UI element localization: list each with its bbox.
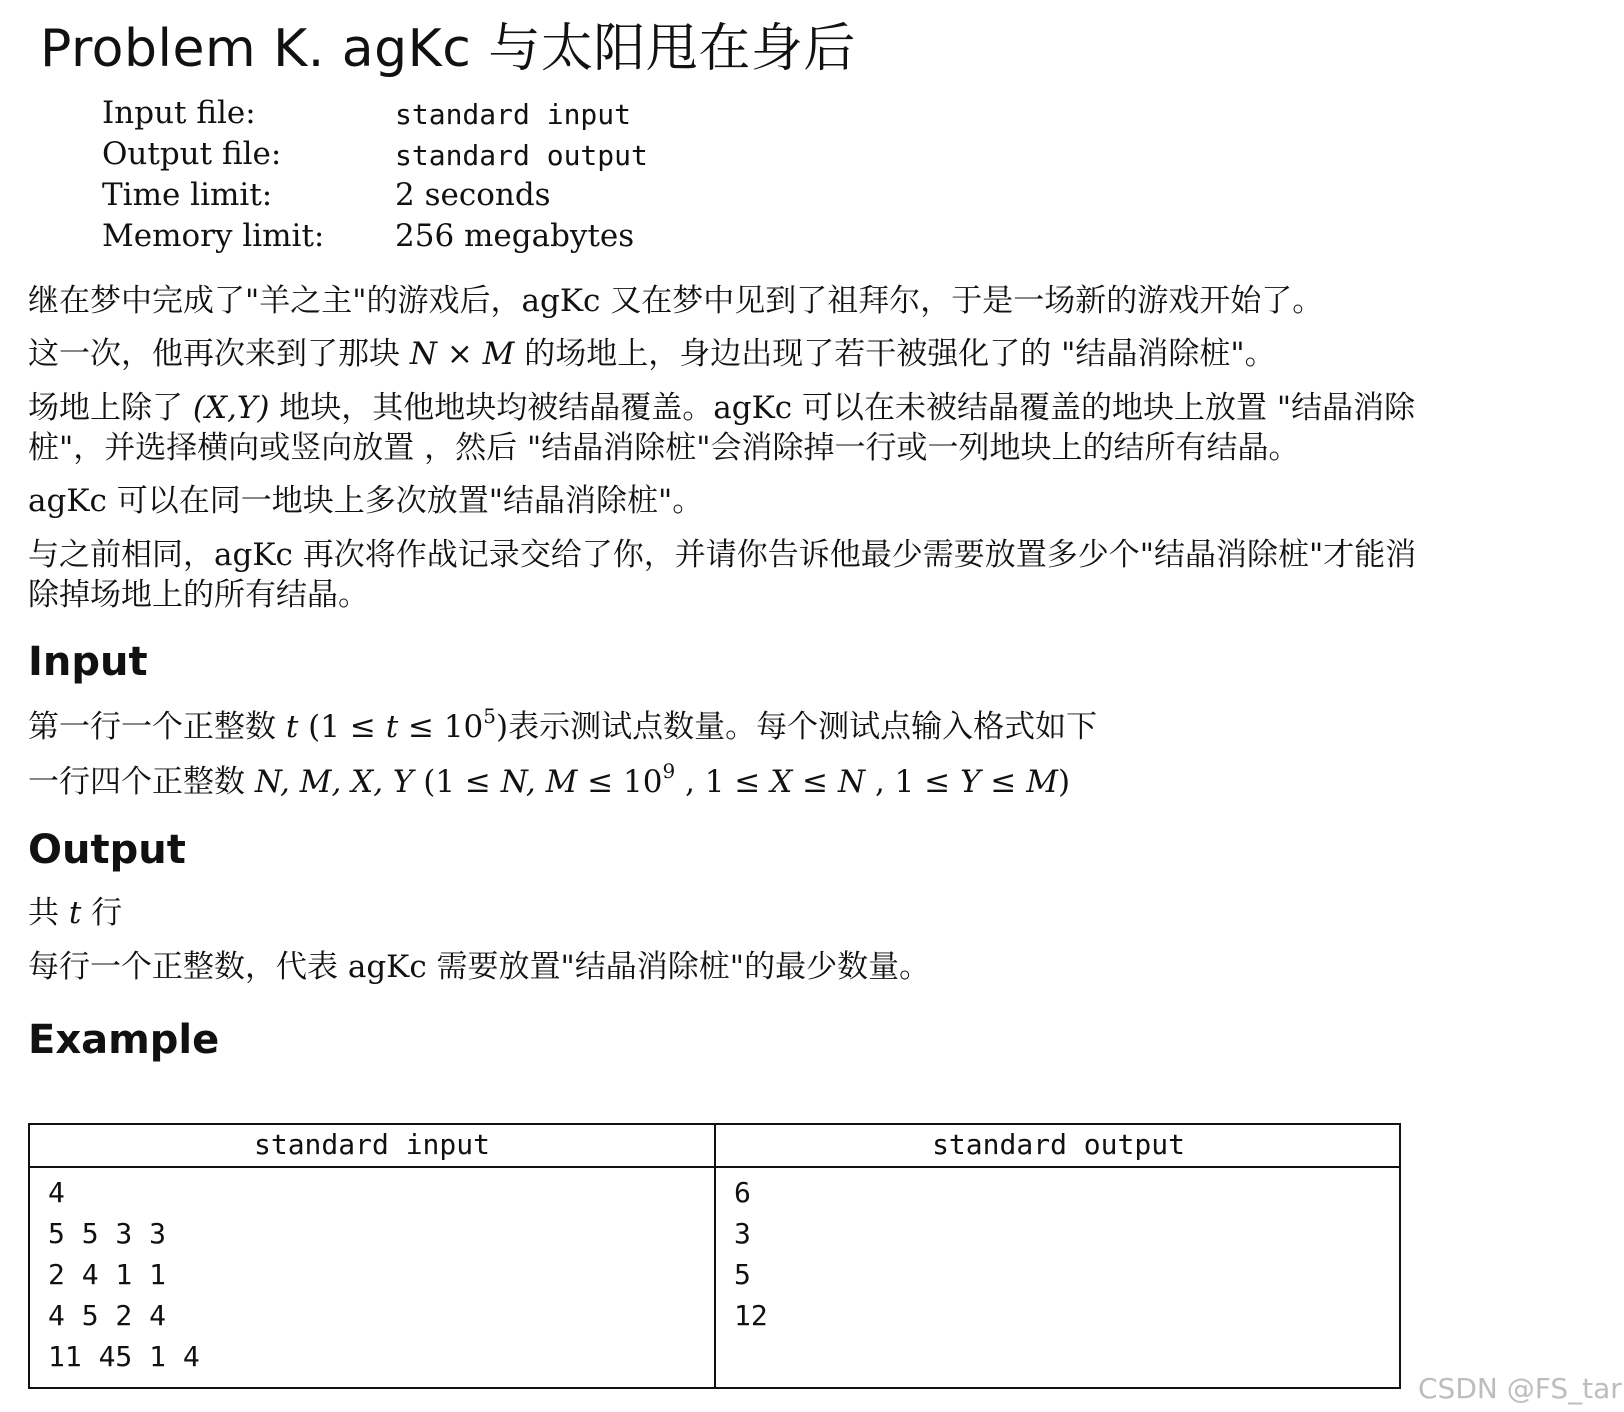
math-variable: M — [1026, 764, 1058, 800]
text-segment: 第一行一个正整数 — [28, 709, 286, 745]
example-input-line: 2 4 1 1 — [48, 1258, 167, 1291]
example-input-line: 4 5 2 4 — [48, 1299, 167, 1332]
text-segment: (1 ≤ — [298, 709, 386, 745]
example-table — [28, 1123, 1401, 1389]
example-input-line: 11 45 1 4 — [48, 1340, 200, 1373]
output-line-1 — [28, 893, 122, 933]
text-segment: 一行四个正整数 — [28, 764, 255, 800]
math-variable: N, M — [500, 764, 578, 800]
text-segment: 地块，其他地块均被结晶覆盖。agKc 可以在未被结晶覆盖的地块上放置 "结晶消除 — [269, 390, 1416, 426]
exponent: 9 — [662, 759, 676, 783]
limit-label: Memory limit: — [102, 218, 325, 254]
statement-paragraph-1: 继在梦中完成了"羊之主"的游戏后，agKc 又在梦中见到了祖拜尔，于是一场新的游戏开始了。 — [28, 283, 1324, 319]
watermark: CSDN @FS_tar — [1418, 1372, 1622, 1405]
text-segment: 行 — [81, 895, 123, 931]
math-expression: N × M — [409, 336, 515, 372]
limit-label: Output file: — [102, 136, 282, 172]
limit-label: Input file: — [102, 95, 256, 131]
example-input-header: standard input — [30, 1125, 714, 1168]
text-segment: )表示测试点数量。每个测试点输入格式如下 — [496, 709, 1098, 745]
example-output-header: standard output — [716, 1125, 1401, 1168]
text-segment: 的场地上，身边出现了若干被强化了的 "结晶消除桩"。 — [514, 336, 1276, 372]
example-heading: Example — [28, 1017, 220, 1063]
example-input-column — [30, 1125, 716, 1387]
statement-paragraph-5-line-2: 除掉场地上的所有结晶。 — [28, 577, 369, 613]
limit-value: 256 megabytes — [395, 218, 635, 254]
exponent: 5 — [483, 704, 497, 728]
output-line-2: 每行一个正整数，代表 agKc 需要放置"结晶消除桩"的最少数量。 — [28, 949, 931, 985]
limit-value: standard input — [395, 98, 632, 131]
statement-paragraph-5-line-1: 与之前相同，agKc 再次将作战记录交给了你，并请你告诉他最少需要放置多少个"结晶消除桩"才能消 — [28, 537, 1417, 573]
example-output-line: 12 — [734, 1299, 768, 1332]
text-segment: ) — [1057, 764, 1071, 800]
statement-paragraph-4: agKc 可以在同一地块上多次放置"结晶消除桩"。 — [28, 483, 704, 519]
math-variable: N, M, X, Y — [254, 764, 414, 800]
math-variable: t — [385, 709, 399, 745]
input-line-1 — [28, 704, 1098, 747]
text-segment: , 1 ≤ — [675, 764, 771, 800]
limit-value: standard output — [395, 139, 648, 172]
math-variable: t — [285, 709, 299, 745]
math-expression: (X,Y) — [192, 390, 270, 426]
example-output-column — [716, 1125, 1401, 1387]
problem-title: Problem K. agKc 与太阳甩在身后 — [40, 19, 856, 79]
text-segment: ≤ 10 — [577, 764, 663, 800]
example-input-body — [30, 1168, 714, 1377]
statement-paragraph-3-line-1 — [28, 388, 1415, 428]
text-segment: (1 ≤ — [413, 764, 501, 800]
input-line-2 — [28, 759, 1071, 802]
example-output-body — [716, 1168, 1401, 1336]
text-segment: , 1 ≤ — [865, 764, 961, 800]
text-segment: ≤ 10 — [398, 709, 484, 745]
example-output-line: 3 — [734, 1217, 751, 1250]
math-variable: Y — [960, 764, 981, 800]
example-output-line: 5 — [734, 1258, 751, 1291]
text-segment: 场地上除了 — [28, 390, 193, 426]
math-variable: t — [68, 895, 82, 931]
text-segment: 共 — [28, 895, 69, 931]
statement-paragraph-2 — [28, 334, 1276, 374]
example-input-line: 5 5 3 3 — [48, 1217, 167, 1250]
text-segment: 这一次，他再次来到了那块 — [28, 336, 410, 372]
example-output-line: 6 — [734, 1176, 751, 1209]
statement-paragraph-3-line-2: 桩"，并选择横向或竖向放置 ，然后 "结晶消除桩"会消除掉一行或一列地块上的结所有结晶。 — [28, 430, 1300, 466]
output-heading: Output — [28, 827, 186, 873]
limit-value: 2 seconds — [395, 177, 551, 213]
limit-label: Time limit: — [102, 177, 273, 213]
text-segment: ≤ — [792, 764, 838, 800]
math-variable: X — [770, 764, 793, 800]
text-segment: ≤ — [980, 764, 1027, 800]
math-variable: N — [837, 764, 866, 800]
example-input-line: 4 — [48, 1176, 65, 1209]
input-heading: Input — [28, 639, 148, 685]
